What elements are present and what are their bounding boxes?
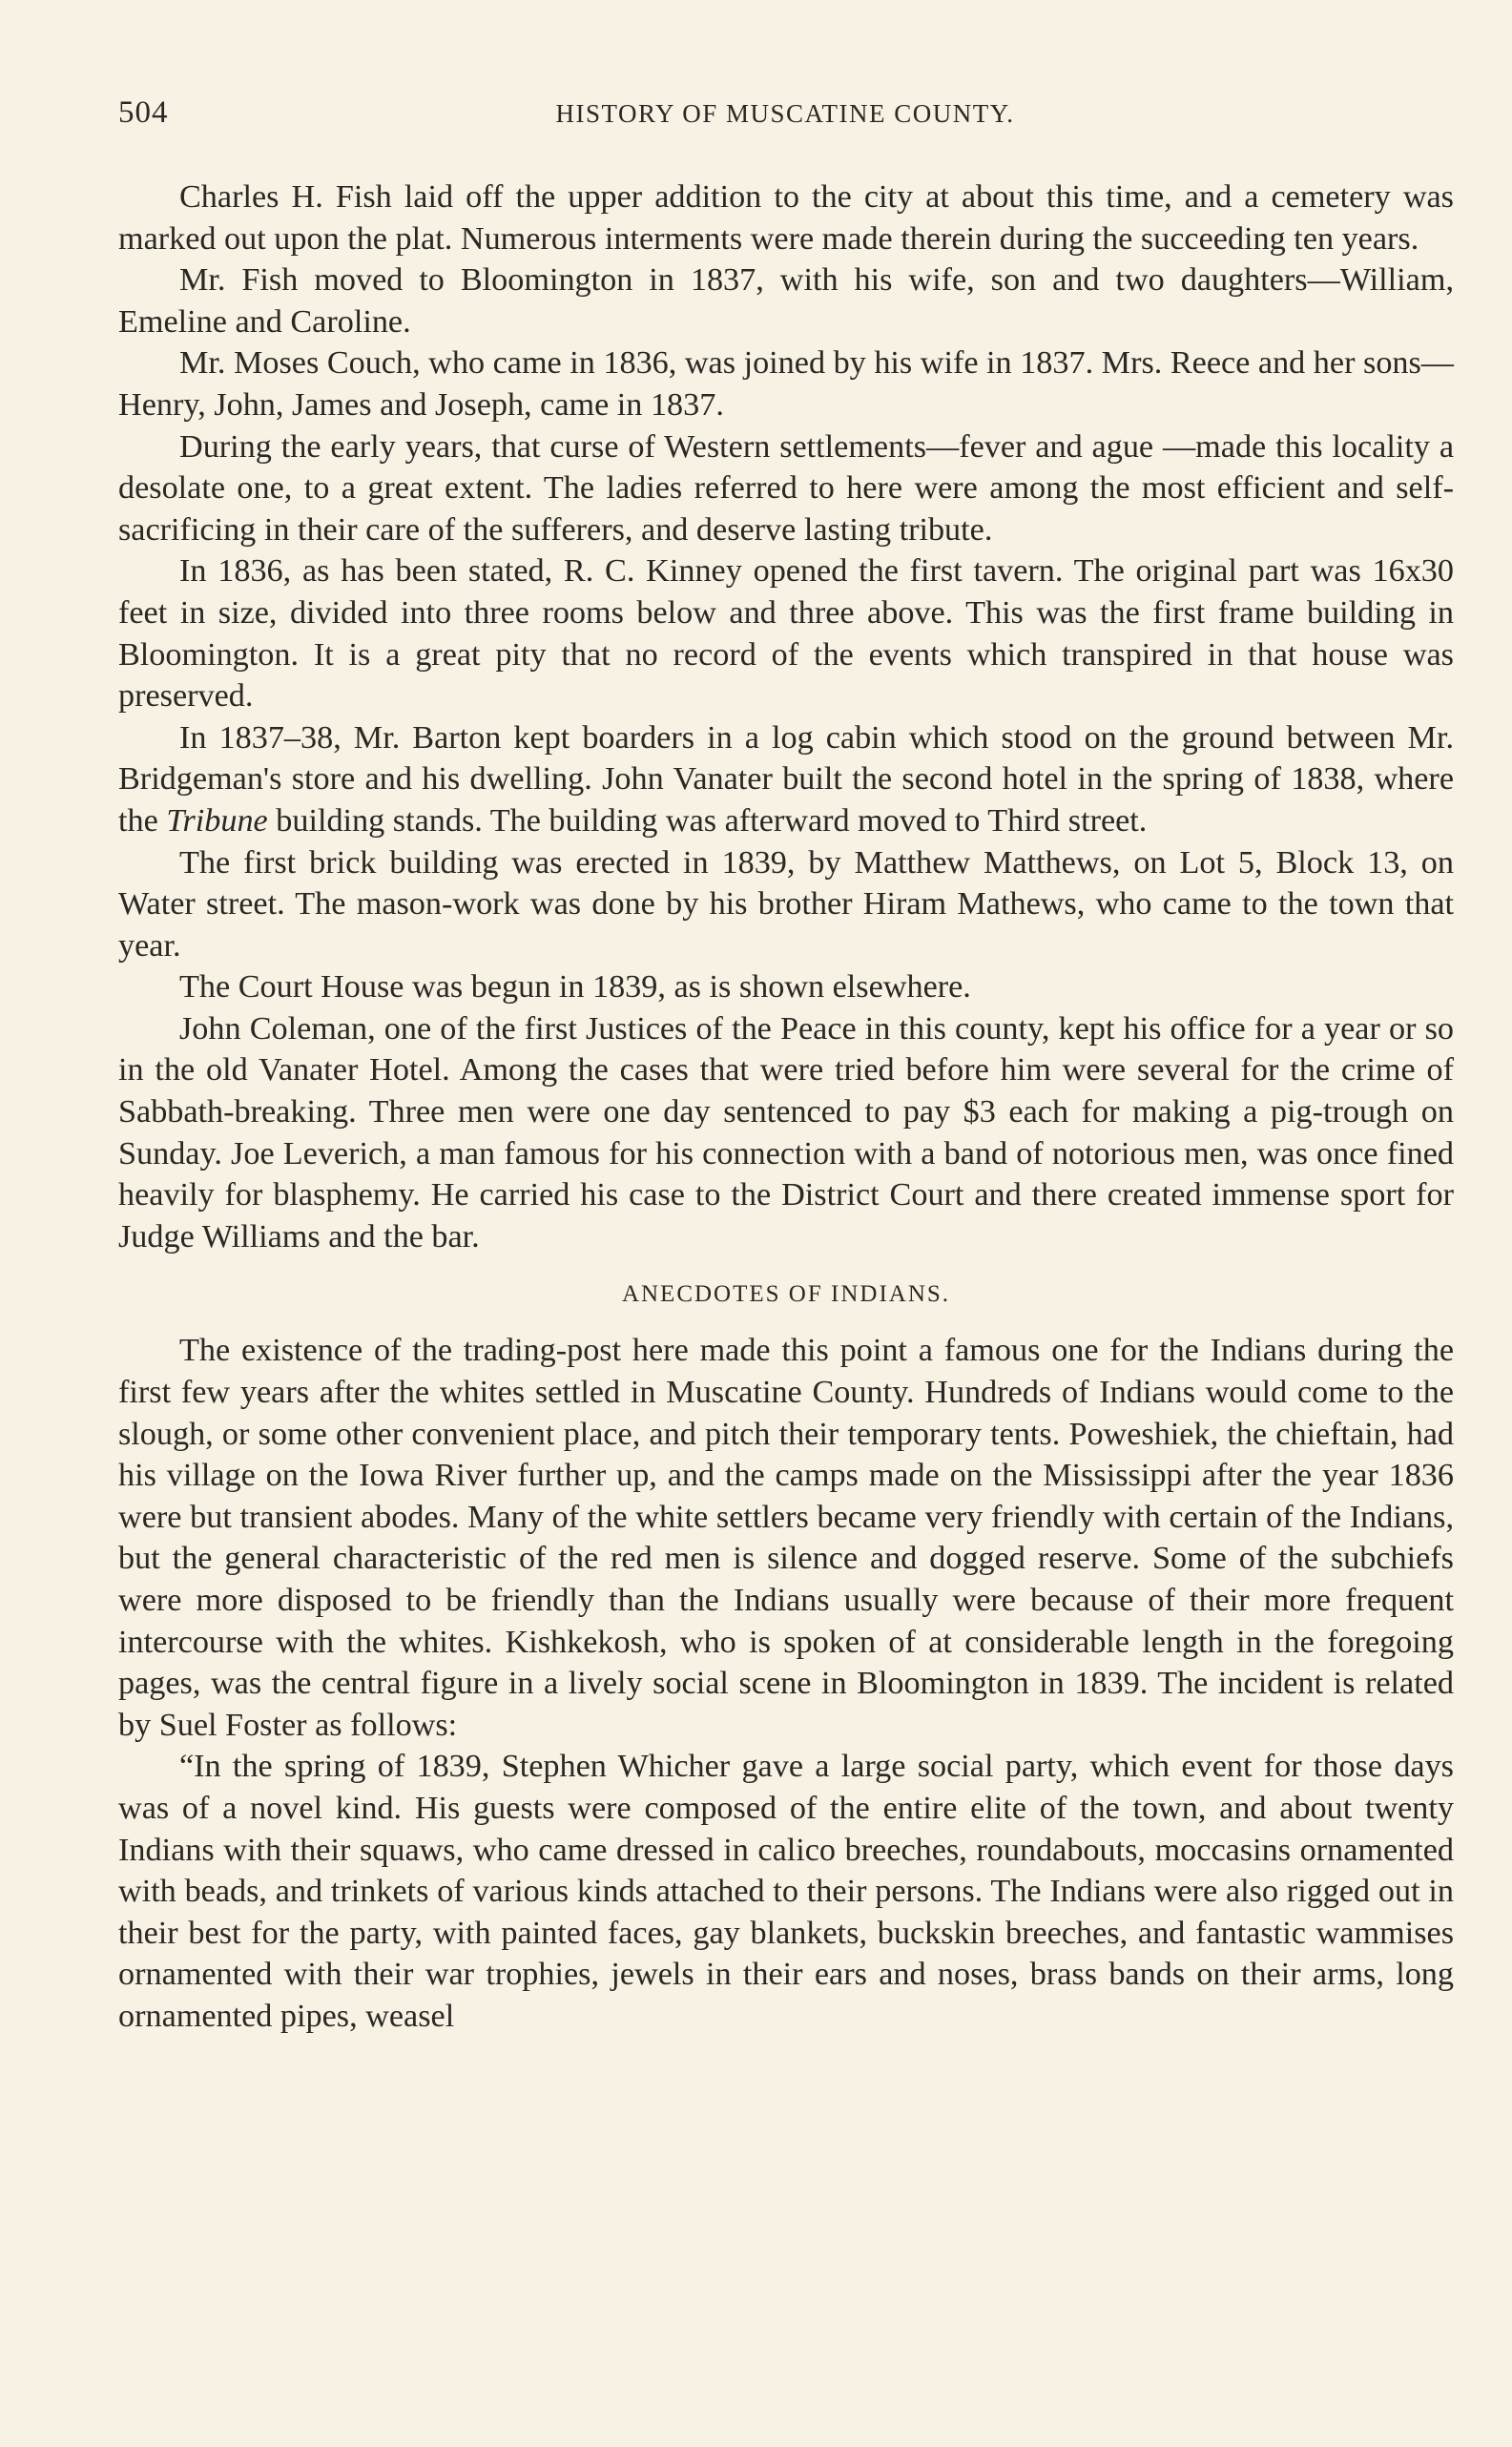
running-head: [118, 95, 1452, 143]
running-title: HISTORY OF MUSCATINE COUNTY.: [555, 99, 1015, 128]
paragraph: “In the spring of 1839, Stephen Whicher gave a large social party, which event for those days was of a novel kind. His guests were composed of the entire elite of the town, and about twenty Indians with their squaws, who came dressed in calico breeches, roundabouts, moccasins ornamented with beads, and trinkets of various kinds attached to their persons. The Indians were also rigged out in their best for the party, with painted faces, gay blankets, buckskin breeches, and fantastic wammises ornamented with their war trophies, jewels in their ears and noses, brass bands on their arms, long ornamented pipes, weasel: [118, 1749, 1454, 2034]
paragraph: In 1836, as has been stated, R. C. Kinney opened the first tavern. The original part was 16x30 feet in size, divided into three rooms below and three above. This was the first frame building in Bloomington. It is a great pity that no record of the events which transpired in that house was preserved.: [118, 553, 1454, 715]
paragraph-text: building stands. The building was afterward moved to Third street.: [267, 802, 1148, 839]
newspaper-name: Tribune: [166, 802, 268, 839]
paragraph: Charles H. Fish laid off the upper addition to the city at about this time, and a cemetery was marked out upon the plat. Numerous interments were made therein during the succeeding ten years.: [118, 179, 1454, 257]
section-heading: ANECDOTES OF INDIANS.: [621, 1281, 951, 1308]
paragraph: Mr. Fish moved to Bloomington in 1837, with his wife, son and two daughters—William, Emeline and Caroline.: [118, 262, 1454, 340]
paragraph: John Coleman, one of the first Justices of the Peace in this county, kept his office for a year or so in the old Vanater Hotel. Among the cases that were tried before him were several for the crime of Sabbath-breaking. Three men were one day sentenced to pay $3 each for making a pig-trough on Sunday. Joe Leverich, a man famous for his connection with a band of notorious men, was once fined heavily for blasphemy. He carried his case to the District Court and there created immense sport for Judge Williams and the bar.: [118, 1010, 1454, 1255]
paragraph: During the early years, that curse of Western settlements—fever and ague —made this locality a desolate one, to a great extent. The ladies referred to here were among the most efficient and self-sacrificing in their care of the sufferers, and deserve lasting tribute.: [118, 428, 1454, 548]
paragraph: Mr. Moses Couch, who came in 1836, was joined by his wife in 1837. Mrs. Reece and her sons—Henry, John, James and Joseph, came in 1837.: [118, 345, 1454, 423]
paragraph: The existence of the trading-post here made this point a famous one for the Indians during the first few years after the whites settled in Muscatine County. Hundreds of Indians would come to the slough, or some other convenient place, and pitch their temporary tents. Poweshiek, the chieftain, had his village on the Iowa River further up, and the camps made on the Mississippi after the year 1836 were but transient abodes. Many of the white settlers became very friendly with certain of the Indians, but the general characteristic of the red men is silence and dogged reserve. Some of the subchiefs were more disposed to be friendly than the Indians usually were because of their more frequent intercourse with the whites. Kishkekosh, who is spoken of at considerable length in the foregoing pages, was the central figure in a lively social scene in Bloomington in 1839. The incident is related by Suel Foster as follows:: [118, 1333, 1454, 1743]
body-text: [118, 176, 1454, 2038]
paragraph: The Court House was begun in 1839, as is shown elsewhere.: [179, 969, 971, 1006]
paragraph-text: In 1837–38, Mr. Barton kept boarders in a log cabin which stood on the ground between Mr. Bridgeman's store and his dwelling. John Vanater built the second hotel in the spring of 1838, where the: [118, 719, 1454, 839]
page-number: 504: [118, 95, 169, 130]
paragraph-barton: [118, 717, 1454, 842]
paragraph: The first brick building was erected in 1839, by Matthew Matthews, on Lot 5, Block 13, on Water street. The mason-work was done by his brother Hiram Mathews, who came to the town that year.: [118, 844, 1454, 964]
